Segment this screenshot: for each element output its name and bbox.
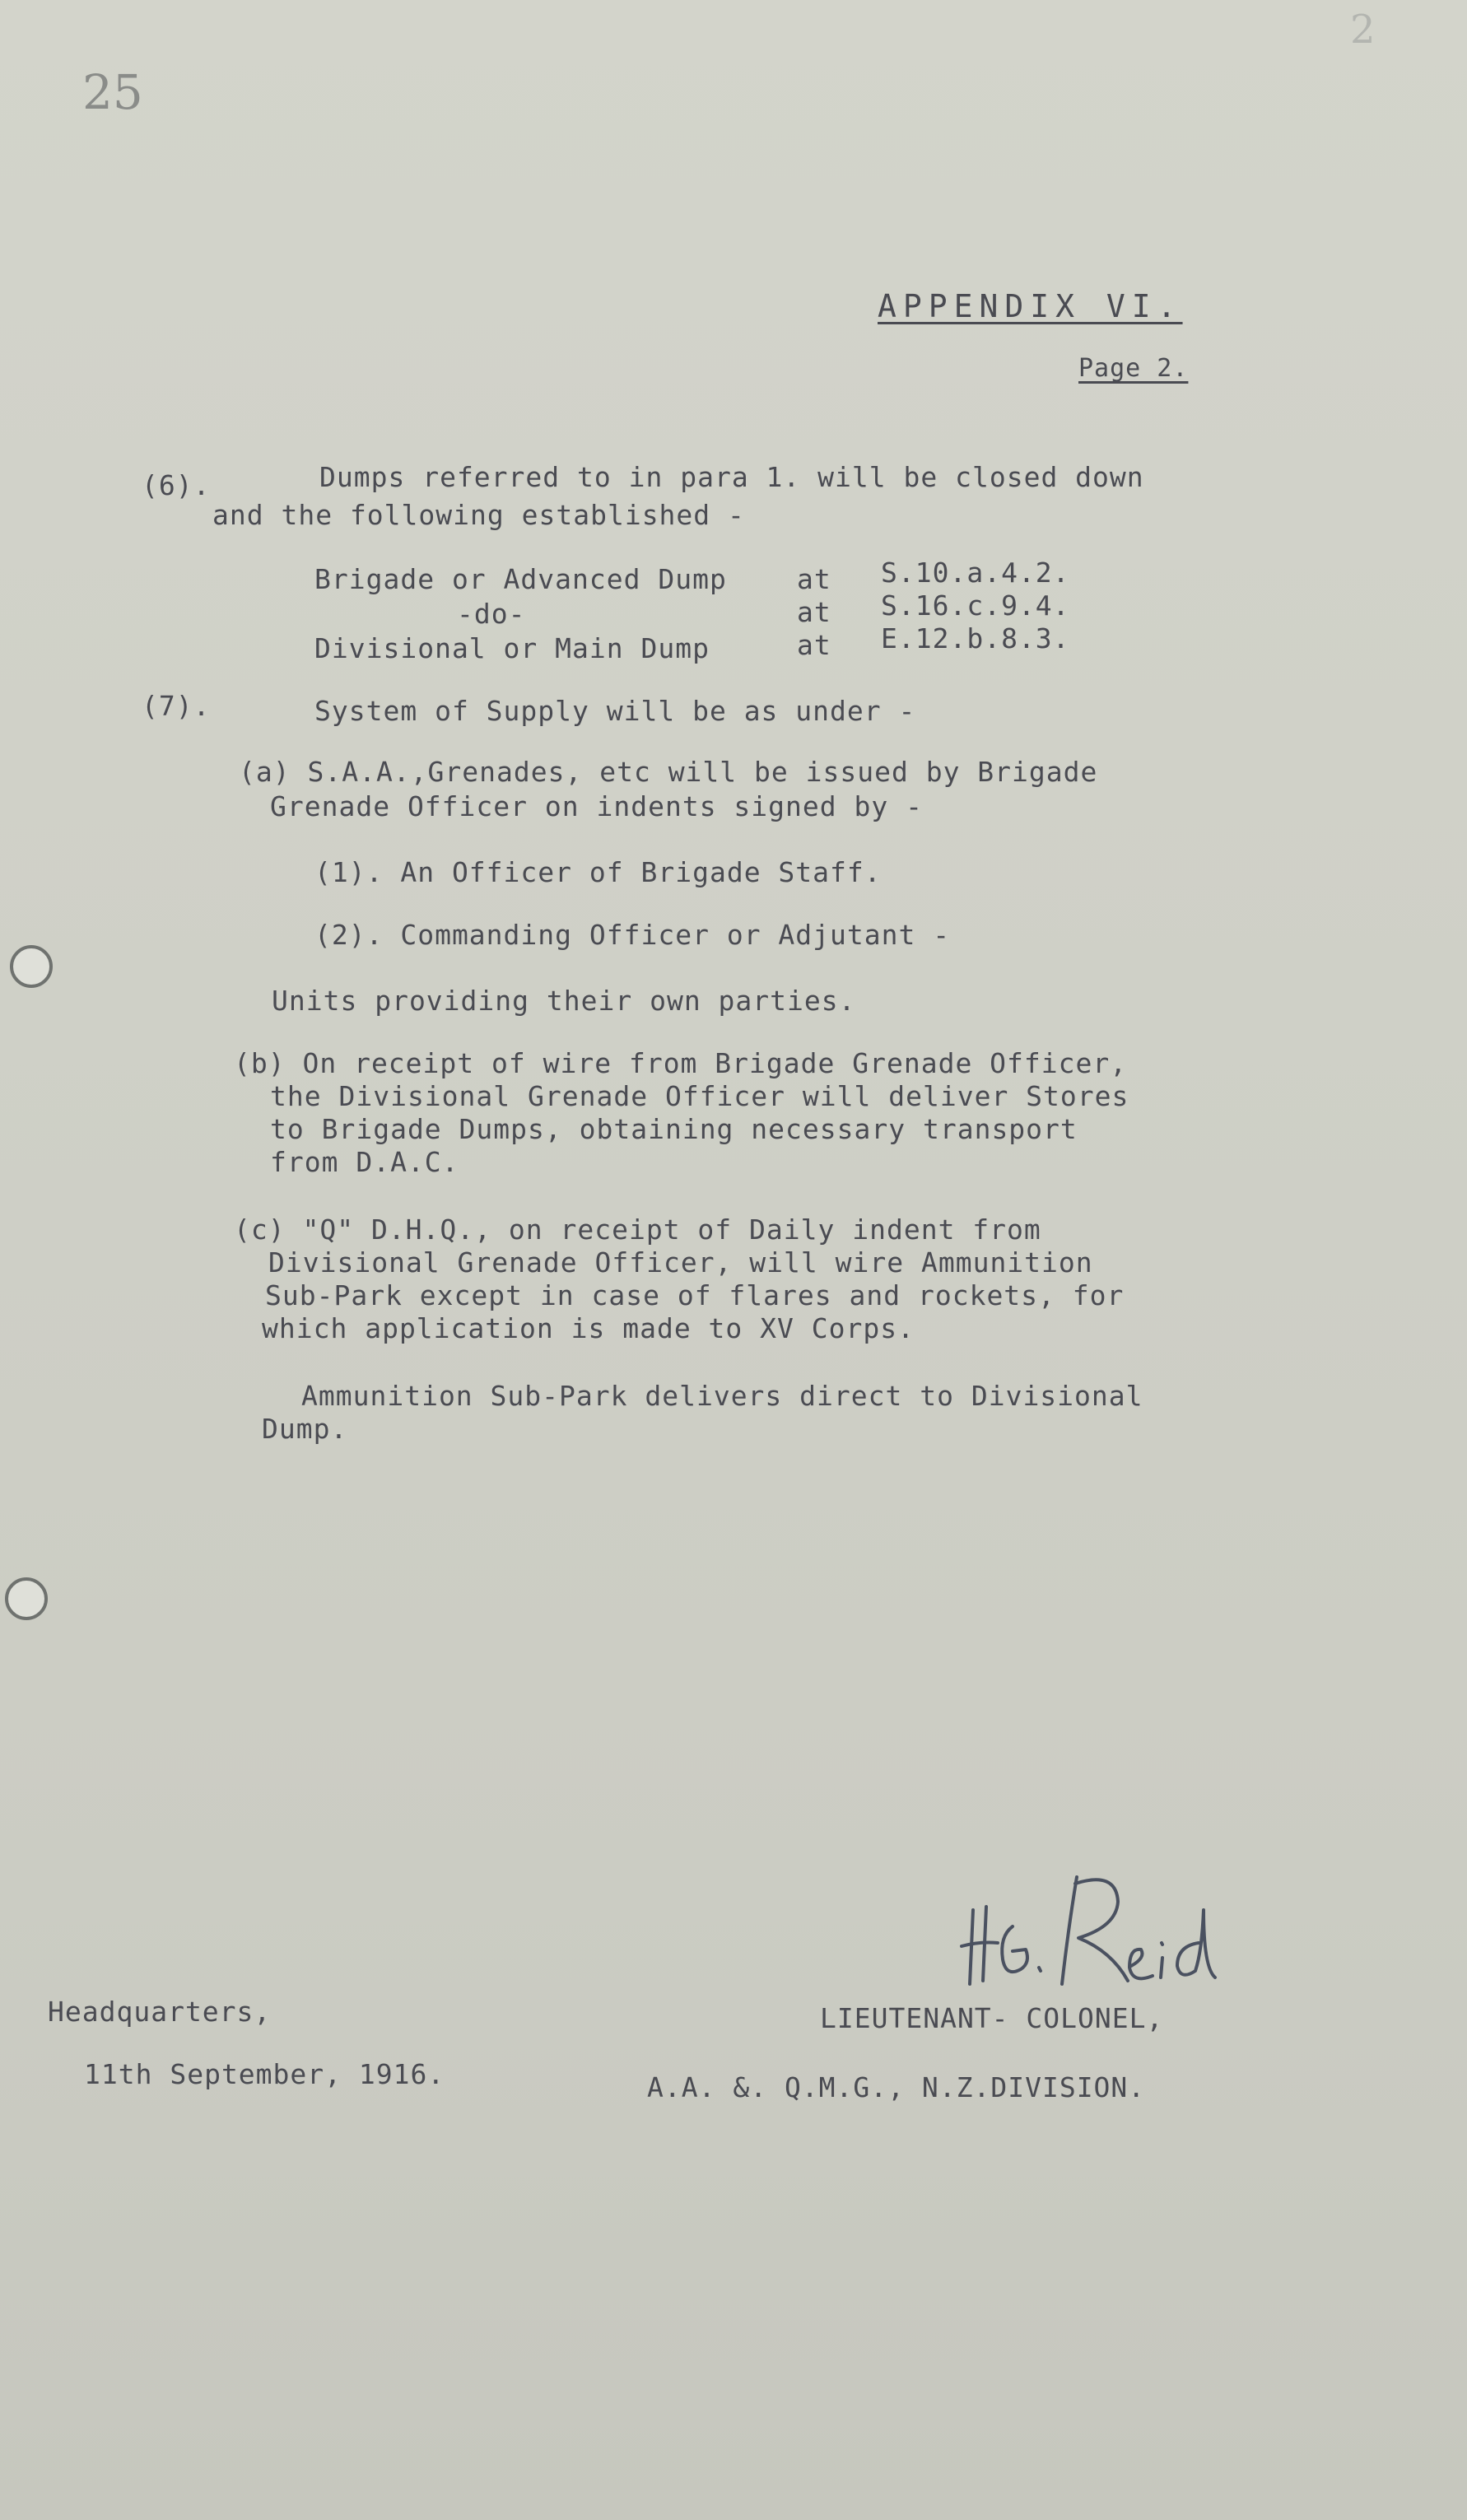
para7-a-item1: (1). An Officer of Brigade Staff.: [314, 856, 882, 888]
footer-date: 11th September, 1916.: [84, 2058, 445, 2090]
para7-b-line3: to Brigade Dumps, obtaining necessary transport: [270, 1113, 1078, 1145]
para7-number: (7).: [142, 690, 211, 722]
dump-at: at: [797, 563, 831, 595]
appendix-title: APPENDIX VI.: [878, 288, 1183, 324]
para7-a-line1: (a) S.A.A.,Grenades, etc will be issued by Brigade: [239, 756, 1098, 788]
dump-ref: S.16.c.9.4.: [881, 589, 1070, 622]
handwritten-signature: [955, 1861, 1218, 2001]
punch-hole-top: [10, 945, 53, 988]
para7-d-line2: Dump.: [262, 1413, 348, 1445]
para7-a-item2: (2). Commanding Officer or Adjutant -: [314, 919, 951, 951]
para7-c-line3: Sub-Park except in case of flares and rockets, for: [265, 1279, 1125, 1311]
para7-c-line2: Divisional Grenade Officer, will wire Ammunition: [268, 1246, 1093, 1279]
punch-hole-bottom: [5, 1577, 48, 1620]
dump-at: at: [797, 596, 831, 628]
dump-name: Divisional or Main Dump: [314, 632, 710, 664]
footer-rank: LIEUTENANT- COLONEL,: [820, 2002, 1164, 2034]
para6-line2: and the following established -: [212, 499, 745, 531]
para6-number: (6).: [142, 469, 211, 501]
para7-intro: System of Supply will be as under -: [314, 695, 916, 727]
para7-b-line4: from D.A.C.: [270, 1146, 459, 1178]
para7-b-line2: the Divisional Grenade Officer will deliver Stores: [270, 1080, 1129, 1112]
dump-name: Brigade or Advanced Dump: [314, 563, 727, 595]
corner-mark: 2: [1350, 7, 1376, 53]
dump-ref: S.10.a.4.2.: [881, 557, 1070, 589]
para7-d-line1: Ammunition Sub-Park delivers direct to Divisional: [301, 1380, 1143, 1412]
para7-c-line4: which application is made to XV Corps.: [262, 1312, 915, 1344]
para6-line1: Dumps referred to in para 1. will be closed down: [319, 461, 1144, 493]
page-label: Page 2.: [1078, 354, 1189, 383]
footer-place: Headquarters,: [48, 1996, 272, 2028]
para7-a-line2: Grenade Officer on indents signed by -: [270, 790, 923, 822]
folio-number: 25: [82, 64, 143, 120]
dump-at: at: [797, 629, 831, 661]
footer-appointment: A.A. &. Q.M.G., N.Z.DIVISION.: [647, 2071, 1146, 2103]
dump-ref: E.12.b.8.3.: [881, 622, 1070, 654]
para7-c-line1: (c) "Q" D.H.Q., on receipt of Daily indent from: [234, 1213, 1041, 1246]
para7-b-line1: (b) On receipt of wire from Brigade Grenade Officer,: [234, 1047, 1128, 1079]
para7-units: Units providing their own parties.: [272, 985, 856, 1017]
dump-name: -do-: [457, 598, 526, 630]
